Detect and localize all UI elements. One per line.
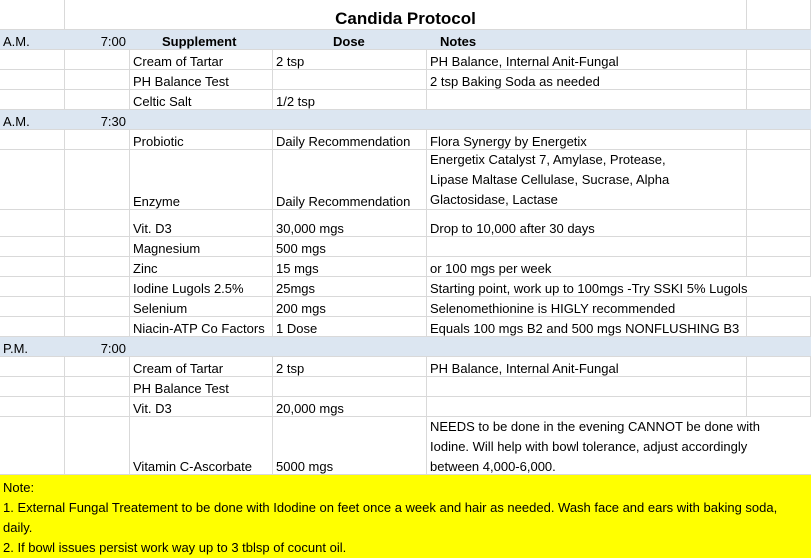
cell[interactable] (65, 377, 130, 396)
cell[interactable] (65, 50, 130, 69)
table-row (0, 130, 811, 150)
page-title: Candida Protocol (65, 0, 747, 29)
cell[interactable] (0, 130, 65, 149)
cell[interactable] (0, 317, 65, 336)
supplement-cell[interactable]: Cream of Tartar (130, 357, 273, 376)
cell[interactable] (0, 90, 65, 109)
notes-cell[interactable] (427, 90, 747, 109)
table-row (0, 257, 811, 277)
time-label: 7:00 (65, 337, 130, 356)
cell[interactable] (0, 50, 65, 69)
cell[interactable] (0, 357, 65, 376)
note-item-1: 1. External Fungal Treatement to be done with Idodine on feet once a week and hair as needed. Wash face and ears with baking soda, daily. (3, 500, 778, 535)
dose-cell[interactable]: 1 Dose (273, 317, 427, 336)
notes-line: Iodine. Will help with bowl tolerance, adjust accordingly (430, 439, 748, 454)
cell[interactable] (0, 417, 65, 474)
table-row (0, 357, 811, 377)
notes-cell[interactable]: 2 tsp Baking Soda as needed (427, 70, 747, 89)
table-row (0, 277, 811, 297)
notes-cell[interactable]: Equals 100 mgs B2 and 500 mgs NONFLUSHING B3 (427, 317, 747, 336)
cell[interactable] (65, 210, 130, 236)
cell[interactable] (0, 210, 65, 236)
table-row (0, 317, 811, 337)
cell[interactable] (65, 70, 130, 89)
supplement-cell[interactable]: Magnesium (130, 237, 273, 256)
dose-cell[interactable]: Daily Recommendation (273, 130, 427, 149)
table-row (0, 50, 811, 70)
cell[interactable] (747, 237, 811, 256)
notes-line: between 4,000-6,000. (430, 459, 556, 474)
title-row (0, 0, 811, 30)
notes-cell[interactable] (427, 237, 747, 256)
cell[interactable] (747, 130, 811, 149)
cell[interactable] (747, 397, 811, 416)
supplement-cell[interactable]: Enzyme (130, 150, 273, 209)
dose-cell[interactable]: 15 mgs (273, 257, 427, 276)
time-label: 7:00 (65, 30, 130, 49)
cell[interactable] (747, 150, 811, 209)
cell[interactable] (65, 237, 130, 256)
cell[interactable] (0, 0, 65, 29)
section-header-am-730 (0, 110, 811, 130)
supplement-cell[interactable]: Vitamin C-Ascorbate (130, 417, 273, 474)
cell[interactable] (747, 357, 811, 376)
supplement-cell[interactable]: Iodine Lugols 2.5% (130, 277, 273, 296)
supplement-cell[interactable]: Selenium (130, 297, 273, 316)
notes-cell[interactable]: or 100 mgs per week (427, 257, 747, 276)
dose-cell[interactable]: 1/2 tsp (273, 90, 427, 109)
notes-cell[interactable]: Selenomethionine is HIGLY recommended (427, 297, 747, 316)
supplement-cell[interactable]: Niacin-ATP Co Factors (130, 317, 273, 336)
cell[interactable] (747, 50, 811, 69)
notes-line: Glactosidase, Lactase (430, 192, 558, 207)
dose-cell[interactable]: 500 mgs (273, 237, 427, 256)
supplement-cell[interactable]: PH Balance Test (130, 70, 273, 89)
period-label: P.M. (0, 337, 65, 356)
cell[interactable] (65, 357, 130, 376)
cell[interactable] (747, 70, 811, 89)
column-header-supplement: Supplement (130, 30, 273, 49)
supplement-cell[interactable]: Celtic Salt (130, 90, 273, 109)
table-row (0, 417, 811, 475)
supplement-cell[interactable]: Probiotic (130, 130, 273, 149)
cell[interactable] (0, 377, 65, 396)
cell[interactable] (65, 317, 130, 336)
note-block[interactable] (0, 475, 811, 558)
table-row (0, 150, 811, 210)
cell[interactable] (0, 397, 65, 416)
column-header-dose: Dose (273, 30, 427, 49)
notes-cell[interactable]: Drop to 10,000 after 30 days (427, 210, 747, 236)
notes-cell[interactable] (427, 377, 747, 396)
cell[interactable] (65, 90, 130, 109)
notes-line: NEEDS to be done in the evening CANNOT be done with (430, 419, 761, 434)
notes-cell[interactable] (427, 417, 811, 474)
supplement-cell[interactable]: Vit. D3 (130, 210, 273, 236)
column-header-notes: Notes (427, 30, 811, 49)
cell[interactable] (747, 297, 811, 316)
table-row (0, 397, 811, 417)
dose-cell[interactable] (273, 377, 427, 396)
notes-line: Lipase Maltase Cellulase, Sucrase, Alpha (430, 172, 670, 187)
period-label: A.M. (0, 110, 65, 129)
cell[interactable] (747, 90, 811, 109)
table-row (0, 377, 811, 397)
table-row (0, 70, 811, 90)
dose-cell[interactable] (273, 70, 427, 89)
section-header-pm-700 (0, 337, 811, 357)
notes-cell[interactable] (427, 397, 747, 416)
table-row (0, 237, 811, 257)
cell[interactable] (747, 377, 811, 396)
dose-cell[interactable]: 30,000 mgs (273, 210, 427, 236)
cell[interactable] (65, 417, 130, 474)
dose-cell[interactable]: 2 tsp (273, 357, 427, 376)
cell[interactable] (0, 257, 65, 276)
dose-cell[interactable]: Daily Recommendation (273, 150, 427, 209)
notes-cell[interactable]: Starting point, work up to 100mgs -Try SSKI 5% Lugols (430, 281, 748, 296)
cell[interactable] (65, 277, 130, 296)
cell[interactable] (747, 210, 811, 236)
cell[interactable] (0, 70, 65, 89)
time-label: 7:30 (65, 110, 130, 129)
table-row (0, 297, 811, 317)
cell[interactable] (747, 0, 811, 29)
cell[interactable] (0, 237, 65, 256)
cell[interactable] (0, 297, 65, 316)
section-header-am-700 (0, 30, 811, 50)
notes-line: Energetix Catalyst 7, Amylase, Protease, (430, 152, 666, 167)
supplement-cell[interactable]: Zinc (130, 257, 273, 276)
note-item-2: 2. If bowl issues persist work way up to 3 tblsp of cocunt oil. (3, 540, 347, 555)
cell[interactable] (0, 150, 65, 209)
table-row (0, 210, 811, 237)
cell[interactable] (747, 317, 811, 336)
table-row (0, 90, 811, 110)
note-label: Note: (3, 480, 35, 495)
dose-cell[interactable]: 20,000 mgs (273, 397, 427, 416)
cell[interactable] (65, 130, 130, 149)
cell[interactable] (65, 397, 130, 416)
cell[interactable] (65, 257, 130, 276)
notes-cell[interactable] (427, 150, 747, 209)
supplement-cell[interactable]: PH Balance Test (130, 377, 273, 396)
dose-cell[interactable]: 200 mgs (273, 297, 427, 316)
notes-cell[interactable]: PH Balance, Internal Anit-Fungal (427, 50, 747, 69)
supplement-cell[interactable]: Cream of Tartar (130, 50, 273, 69)
dose-cell[interactable]: 2 tsp (273, 50, 427, 69)
dose-cell[interactable]: 25mgs (273, 277, 427, 296)
notes-cell[interactable]: PH Balance, Internal Anit-Fungal (427, 357, 747, 376)
cell[interactable] (65, 297, 130, 316)
cell[interactable] (65, 150, 130, 209)
period-label: A.M. (0, 30, 65, 49)
cell[interactable] (0, 277, 65, 296)
supplement-cell[interactable]: Vit. D3 (130, 397, 273, 416)
notes-cell[interactable]: Flora Synergy by Energetix (427, 130, 747, 149)
cell[interactable] (747, 257, 811, 276)
dose-cell[interactable]: 5000 mgs (273, 417, 427, 474)
